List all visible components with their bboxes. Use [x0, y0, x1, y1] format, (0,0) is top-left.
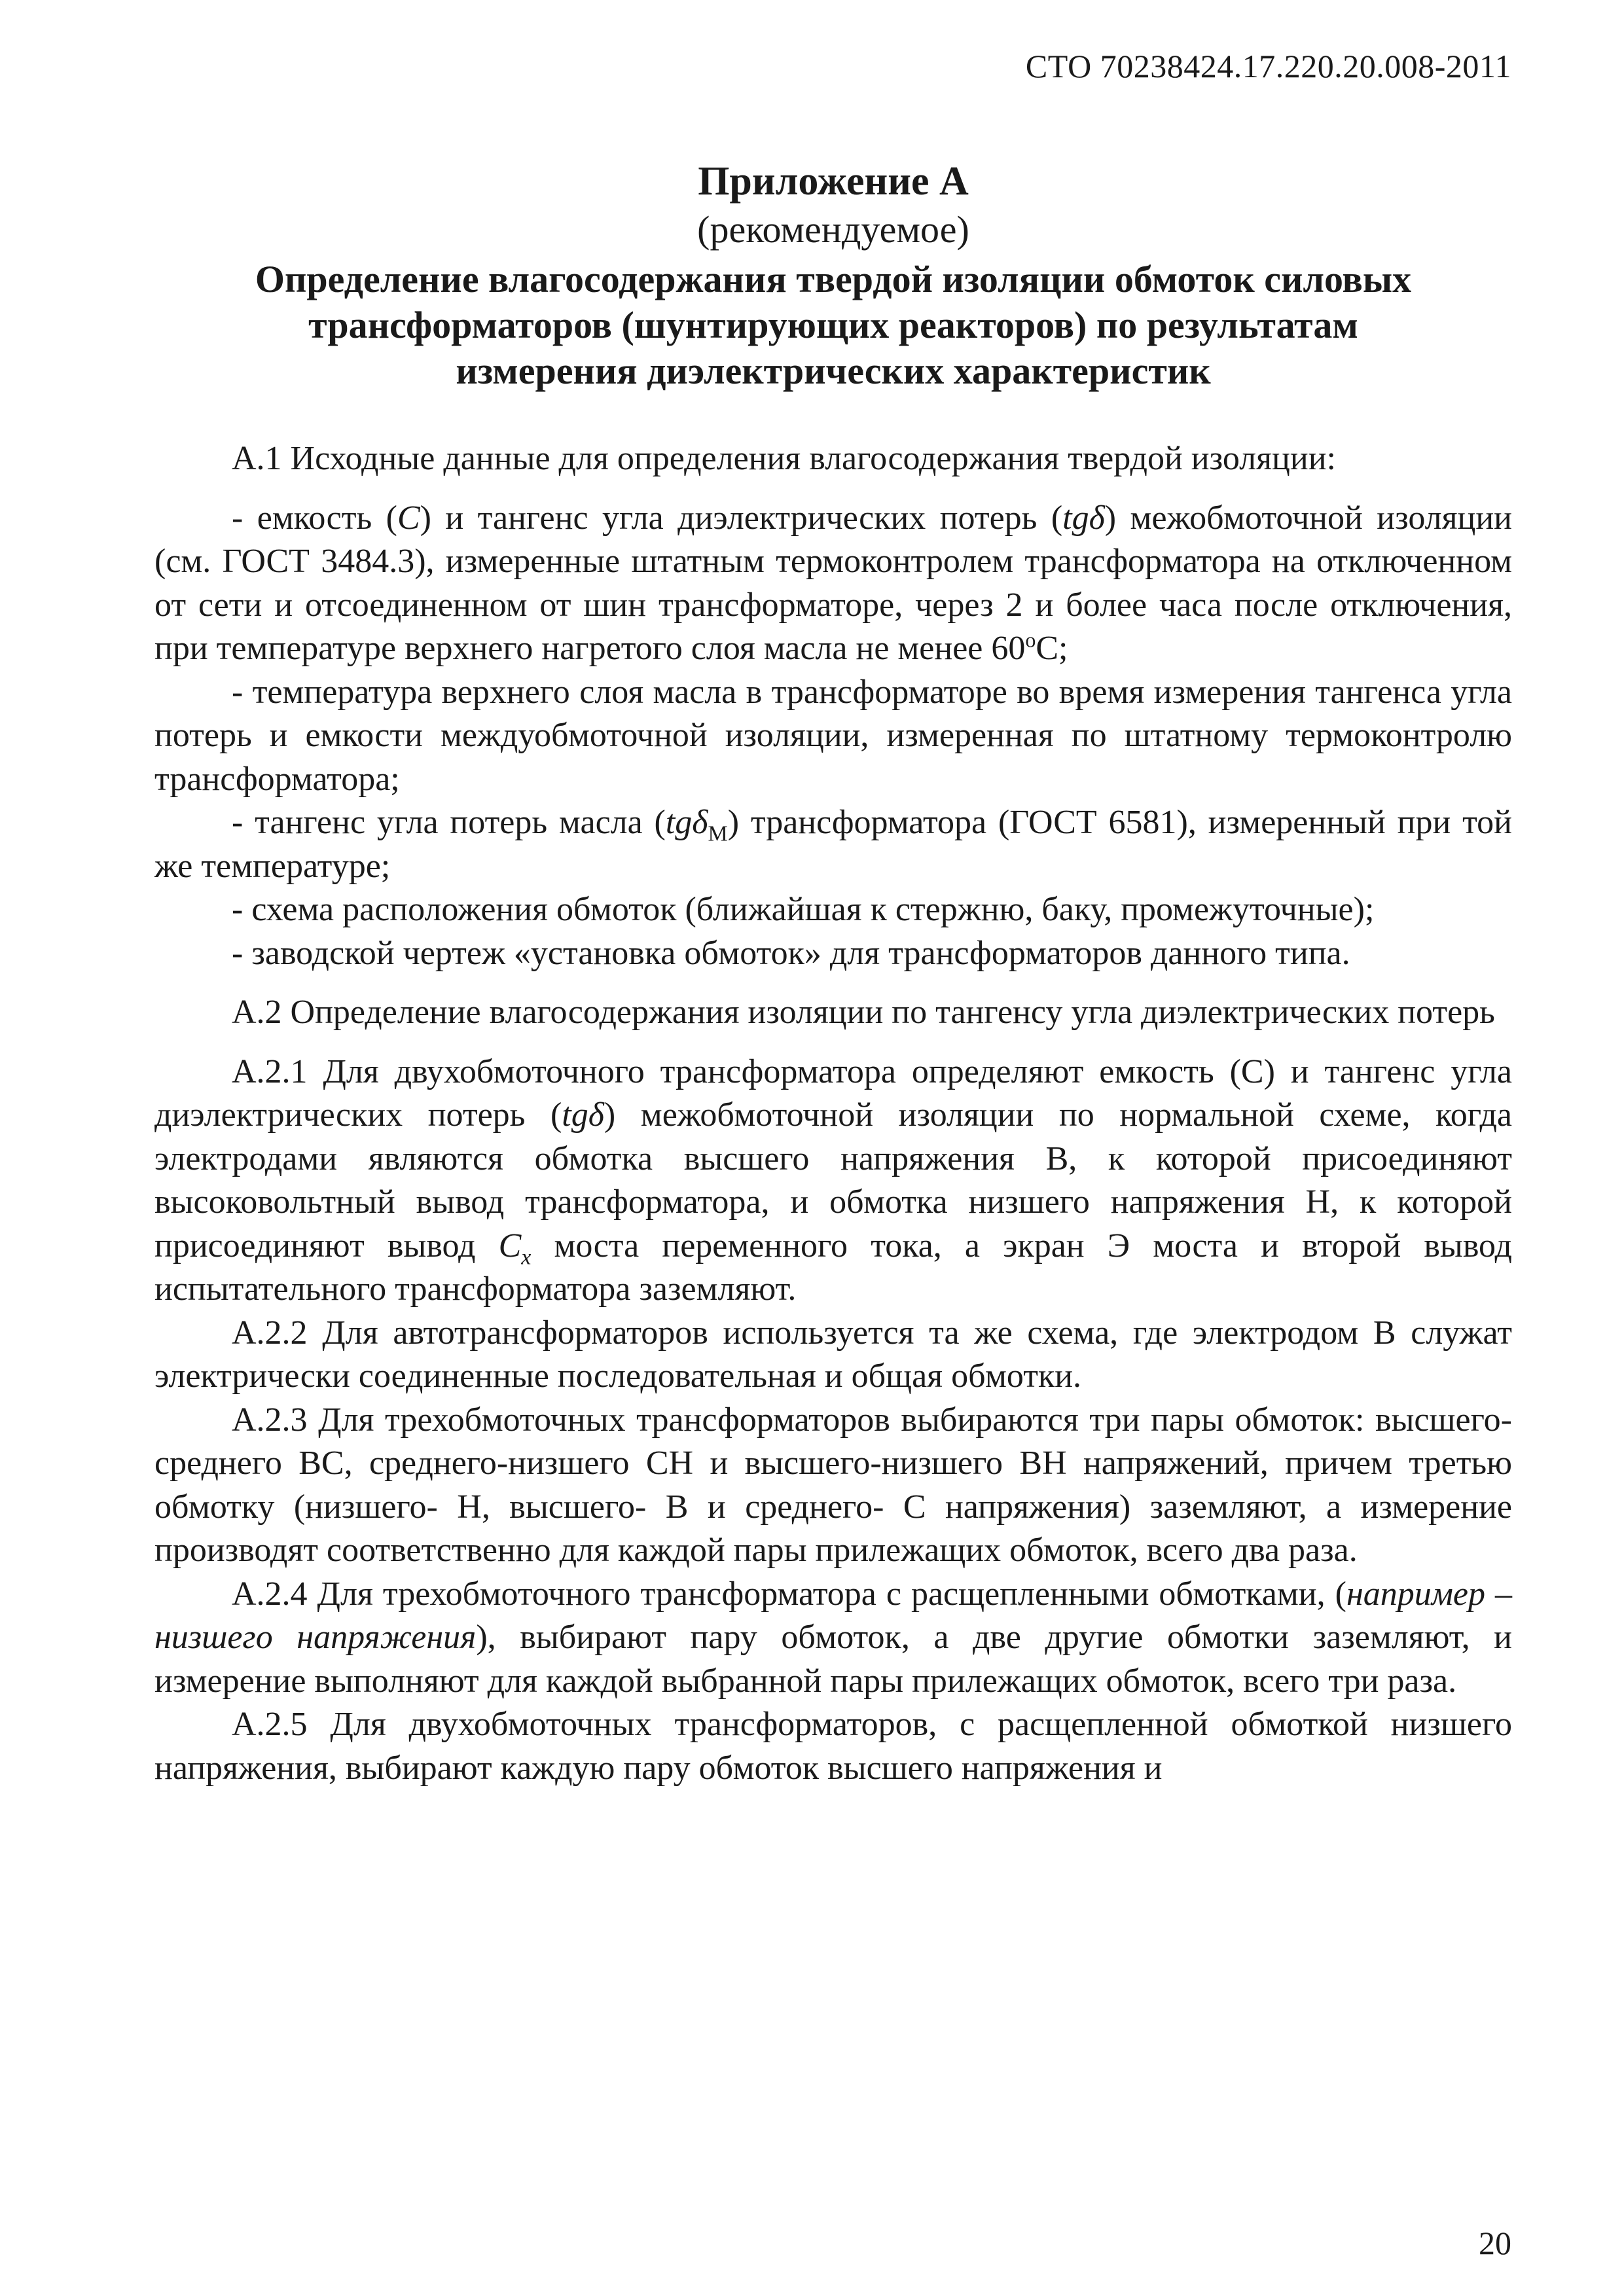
appendix-heading-line: измерения диэлектрических характеристик [456, 350, 1211, 392]
list-item-winding-layout: - схема расположения обмоток (ближайшая к стержню, баку, промежуточные); [232, 891, 1375, 928]
symbol-subscript: M [708, 821, 728, 846]
text-span: ) трансформатора (ГОСТ 6581), измеренный при той же температуре; [154, 804, 1512, 885]
section-a2-3: А.2.3 Для трехобмоточных трансформаторов выбираются три пары обмоток: высшего-среднего ВС, среднего-низшего СН и высшего-низшего ВН напряжений, причем третью обмотку (низшего- Н, высшего- В и среднего- С напряжения) заземляют, а измерение производят соответственно для каждой пары прилежащих обмоток, всего два раза. [154, 1401, 1512, 1569]
appendix-heading-line: Определение влагосодержания твердой изоляции обмоток силовых [255, 258, 1412, 300]
symbol-c: С [397, 499, 420, 537]
section-a2: А.2 Определение влагосодержания изоляции по тангенсу угла диэлектрических потерь [232, 994, 1495, 1031]
section-a2-5: А.2.5 Для двухобмоточных трансформаторов, с расщепленной обмоткой низшего напряжения, выбирают каждую пару обмоток высшего напряжения и [154, 1706, 1512, 1787]
section-a1: А.1 Исходные данные для определения влагосодержания твердой изоляции: [232, 440, 1336, 477]
document-body [154, 437, 1512, 1790]
section-a2-4 [154, 1573, 1512, 1704]
text-span: моста переменного тока, а экран Э моста и второй вывод испытательного трансформатора заземляют. [154, 1227, 1512, 1308]
symbol-cx: C [498, 1227, 522, 1265]
text-span: С; [1036, 630, 1068, 667]
text-span: - тангенс угла потерь масла ( [232, 804, 666, 841]
appendix-title-block [154, 157, 1512, 394]
text-span: - емкость ( [232, 499, 397, 537]
symbol-tgd: tgδ [665, 804, 708, 841]
text-span: А.2.4 Для трехобмоточного трансформатора с расщепленными обмотками, ( [232, 1575, 1346, 1613]
degree-superscript: o [1025, 628, 1036, 652]
text-span: ) межобмоточной изоляции (см. ГОСТ 3484.3), измеренные штатным термоконтролем трансформатора на отключенном от сети и отсоединенном от шин трансформаторе, через 2 и более часа после отключения, при температуре верхнего нагретого слоя масла не менее 60 [154, 499, 1512, 667]
list-item-capacitance [154, 497, 1512, 671]
symbol-subscript [521, 1245, 531, 1269]
section-a2-2: А.2.2 Для автотрансформаторов используется та же схема, где электродом В служат электрически соединенные последовательная и общая обмотки. [154, 1314, 1512, 1395]
list-item-oil-tangent [154, 801, 1512, 888]
symbol-tgd: tgδ [1062, 499, 1105, 537]
text-span: ), выбирают пару обмоток, а две другие обмотки заземляют, и измерение выполняют для каждой выбранной пары прилежащих обмоток, всего три раза. [154, 1619, 1512, 1700]
appendix-heading-line: трансформаторов (шунтирующих реакторов) по результатам [308, 304, 1358, 346]
section-a2-1 [154, 1050, 1512, 1312]
appendix-subtitle: (рекомендуемое) [697, 208, 969, 251]
italic-example: например – низшего напряжения [154, 1575, 1513, 1656]
appendix-title: Приложение А [698, 159, 969, 204]
appendix-heading [154, 257, 1512, 394]
list-item-temperature: - температура верхнего слоя масла в трансформаторе во время измерения тангенса угла потерь и емкости междуобмоточной изоляции, измеренная по штатному термоконтролю трансформатора; [154, 673, 1512, 798]
text-span: ) межобмоточной изоляции по нормальной схеме, когда электродами являются обмотка высшего напряжения В, к которой присоединяют высоковольтный вывод трансформатора, и обмотка низшего напряжения Н, к которой присоединяют вывод [154, 1096, 1512, 1265]
text-span: ) и тангенс угла диэлектрических потерь ( [420, 499, 1063, 537]
text-span: А.2.1 Для двухобмоточного трансформатора определяют емкость (С) и тангенс угла диэлектрических потерь ( [154, 1052, 1512, 1134]
list-item-drawing: - заводской чертеж «установка обмоток» для трансформаторов данного типа. [232, 934, 1350, 972]
page-number: 20 [1479, 2225, 1511, 2261]
document-code: СТО 70238424.17.220.20.008-2011 [1025, 48, 1511, 84]
symbol-subscript-x: x [521, 1244, 532, 1269]
symbol-tgd: tgδ [562, 1096, 604, 1134]
